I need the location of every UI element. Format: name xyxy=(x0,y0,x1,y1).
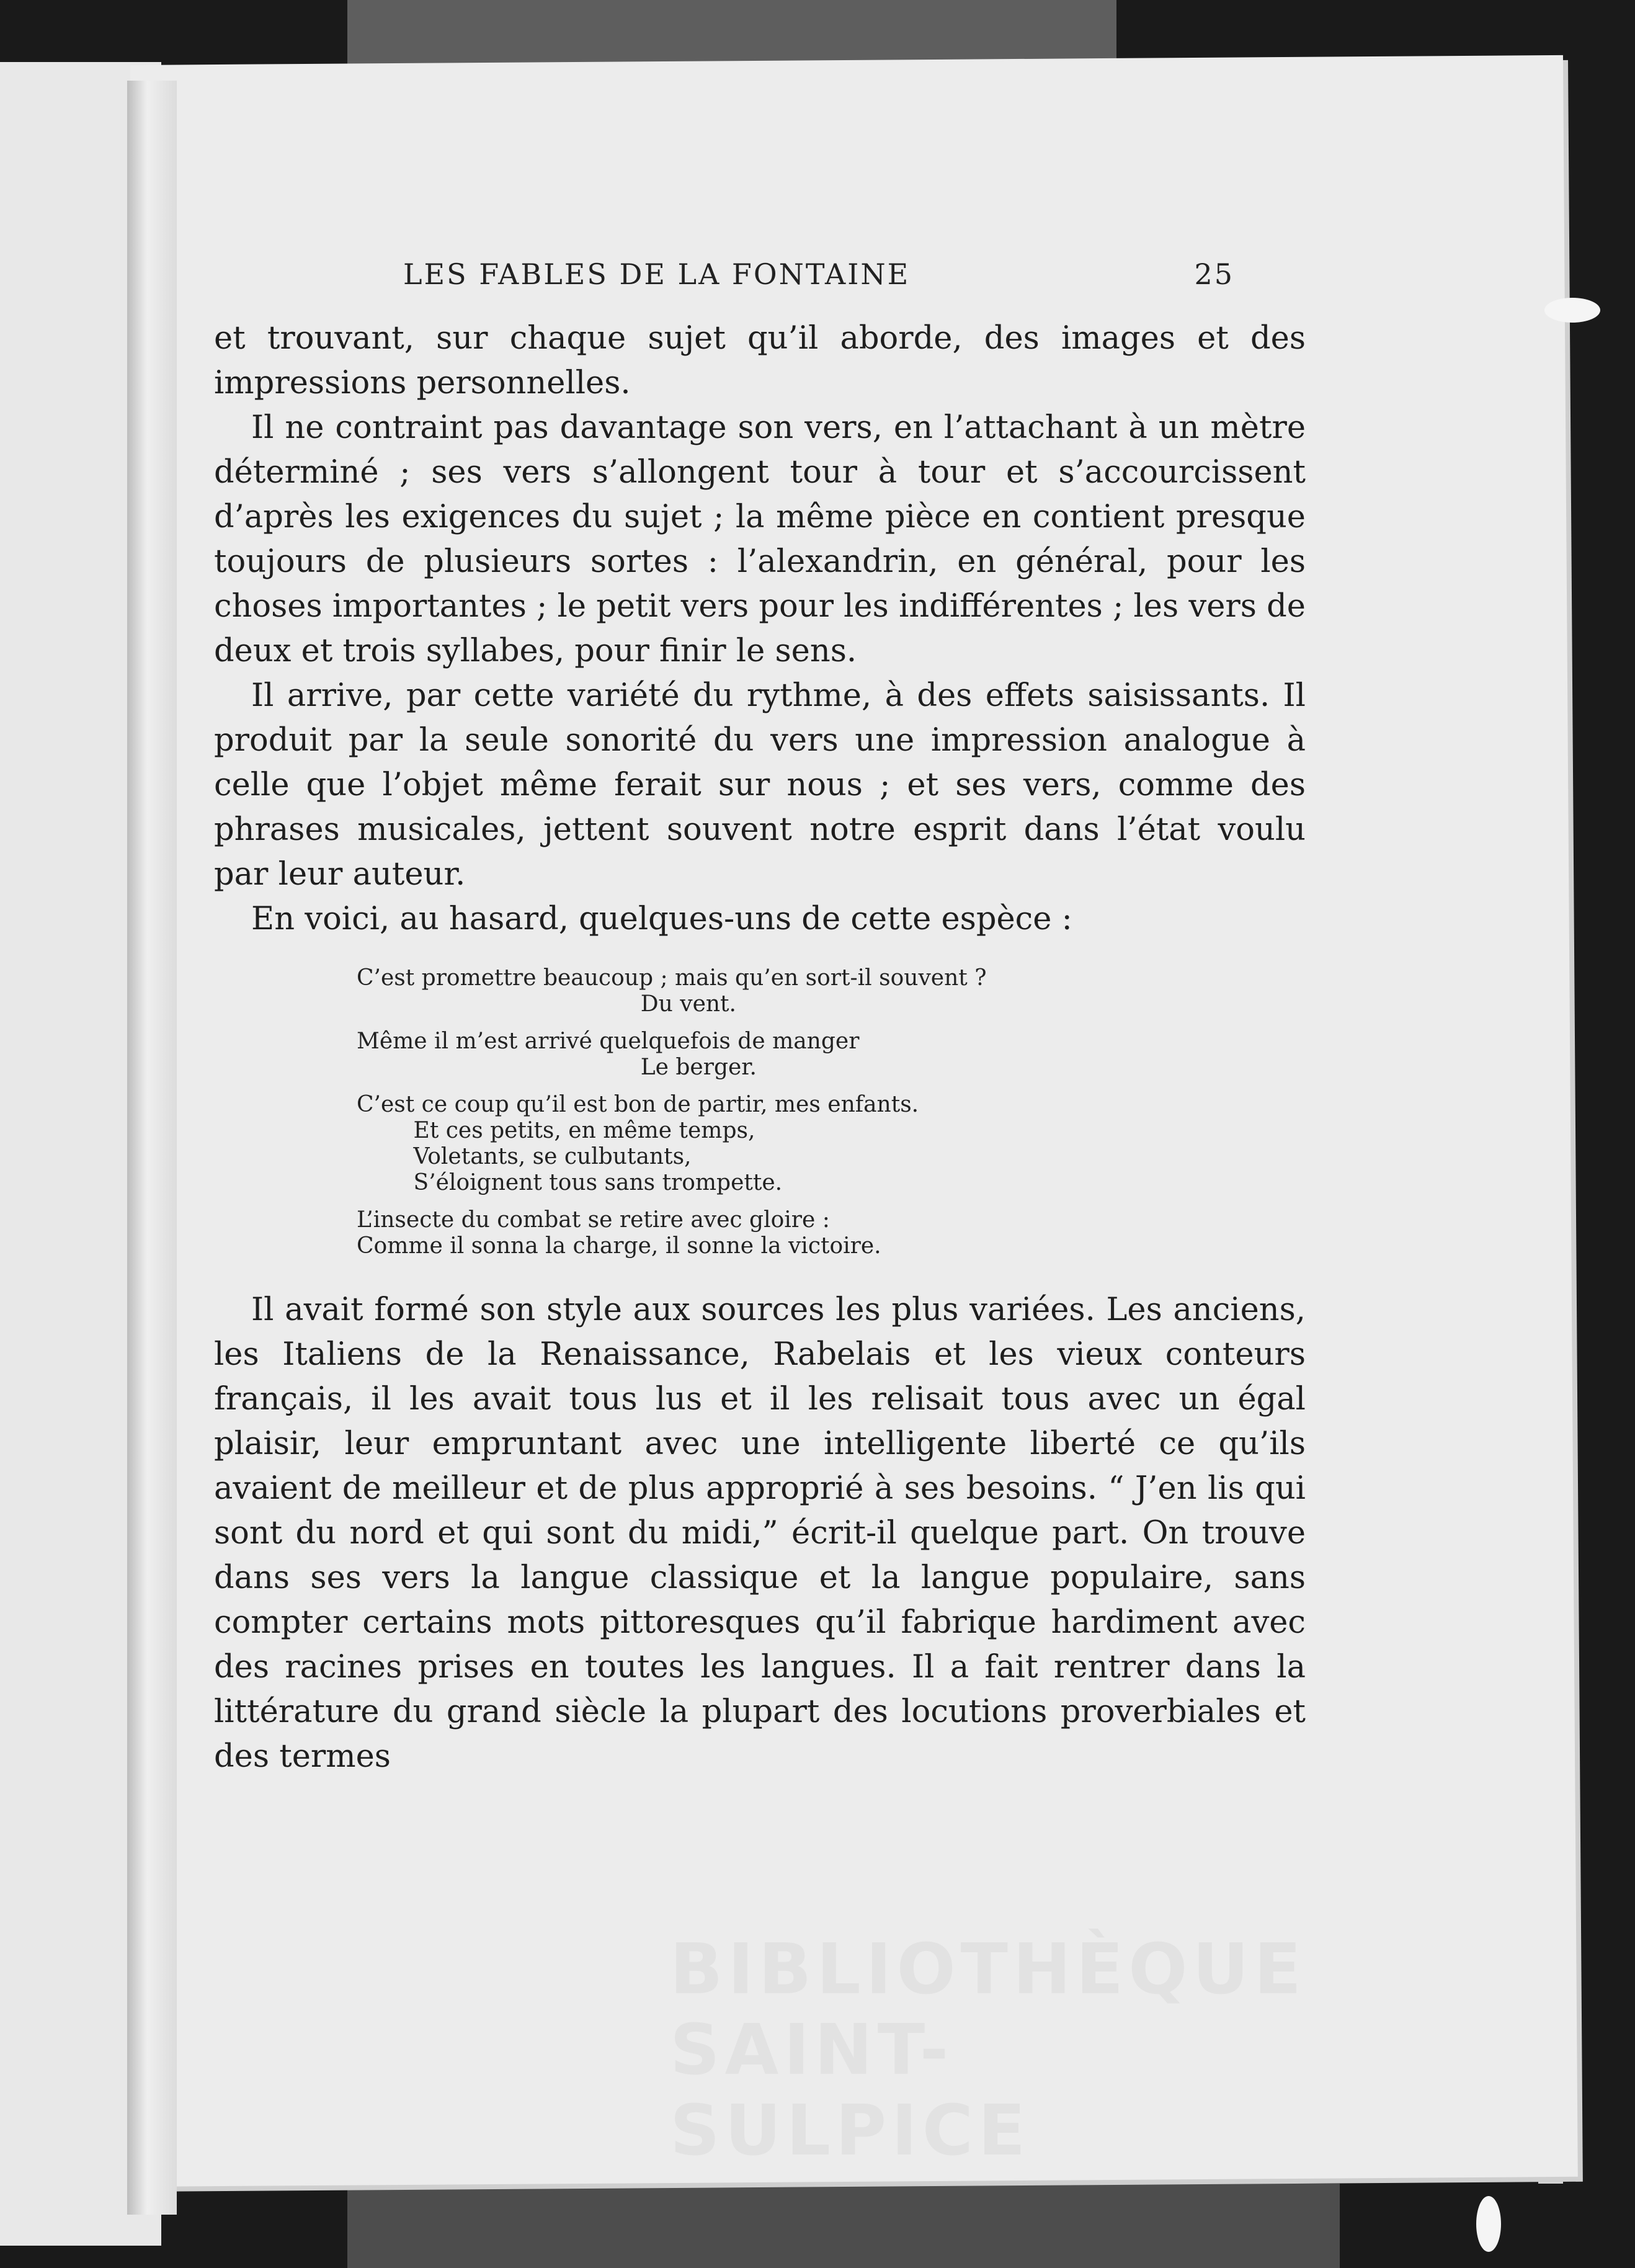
verse-line: Du vent. xyxy=(357,991,736,1017)
verse-line: Comme il sonna la charge, il sonne la victoire. xyxy=(357,1233,881,1259)
page-number: 25 xyxy=(1194,257,1234,291)
paragraph: En voici, au hasard, quelques-uns de cette espèce : xyxy=(251,901,1072,937)
paragraph: Il arrive, par cette variété du rythme, à des effets saisissants. Il produit par la seule sonorité du vers une impression analogue à celle que l’objet même ferait sur nous ; et ses vers, comme des phrases musicales, jettent souvent notre esprit dans l’état voulu par leur auteur. xyxy=(214,677,1306,893)
verse-line: C’est ce coup qu’il est bon de partir, mes enfants. xyxy=(357,1092,919,1117)
verse-line: C’est promettre beaucoup ; mais qu’en sort-il souvent ? xyxy=(357,965,987,991)
verse-line: Voletants, se culbutants, xyxy=(357,1144,692,1169)
stamp-line: SAINT-SULPICE xyxy=(670,2010,1031,2171)
library-stamp xyxy=(670,1929,1306,2171)
running-title: LES FABLES DE LA FONTAINE xyxy=(403,257,911,291)
verse-quote xyxy=(357,965,1306,1017)
verse-line: L’insecte du combat se retire avec gloire : xyxy=(357,1207,830,1233)
paragraph: Il ne contraint pas davantage son vers, en l’attachant à un mètre déterminé ; ses vers s’allongent tour à tour et s’accourcissent d’après les exigences du sujet ; la même pièce en contient presque toujours de plusieurs sortes : l’alexandrin, en général, pour les choses importantes ; le petit vers pour les indifférentes ; les vers de deux et trois syllabes, pour finir le sens. xyxy=(214,409,1306,669)
verse-line: Même il m’est arrivé quelquefois de manger xyxy=(357,1029,860,1054)
verse-quote xyxy=(357,1029,1306,1081)
verse-line: Le berger. xyxy=(357,1055,757,1080)
verse-quote xyxy=(357,1207,1306,1259)
scan-background-bottom xyxy=(347,2184,1340,2268)
page-body xyxy=(214,316,1306,1779)
verse-quote xyxy=(357,1092,1306,1196)
scan-dust xyxy=(1544,298,1600,323)
scan-background-top xyxy=(347,0,1116,68)
verse-line: Et ces petits, en même temps, xyxy=(357,1118,755,1143)
verse-quotations xyxy=(357,965,1306,1259)
verse-line: S’éloignent tous sans trompette. xyxy=(357,1170,783,1195)
book-gutter xyxy=(127,81,177,2215)
paragraph: et trouvant, sur chaque sujet qu’il aborde, des images et des impressions personnelles. xyxy=(214,320,1306,401)
stamp-line: BIBLIOTHÈQUE xyxy=(670,1929,1306,2010)
scan-dust xyxy=(1476,2196,1501,2252)
paragraph: Il avait formé son style aux sources les plus variées. Les anciens, les Italiens de la Renaissance, Rabelais et les vieux conteurs français, il les avait tous lus et il les relisait tous avec un égal plaisir, leur empruntant avec une intelligente liberté ce qu’ils avaient de meilleur et de plus approprié à ses besoins. “ J’en lis qui sont du nord et qui sont du midi,” écrit-il quelque part. On trouve dans ses vers la langue classique et la langue populaire, sans compter certains mots pittoresques qu’il fabrique hardiment avec des racines prises en toutes les langues. Il a fait rentrer dans la littérature du grand siècle la plupart des locutions proverbiales et des termes xyxy=(214,1292,1306,1775)
